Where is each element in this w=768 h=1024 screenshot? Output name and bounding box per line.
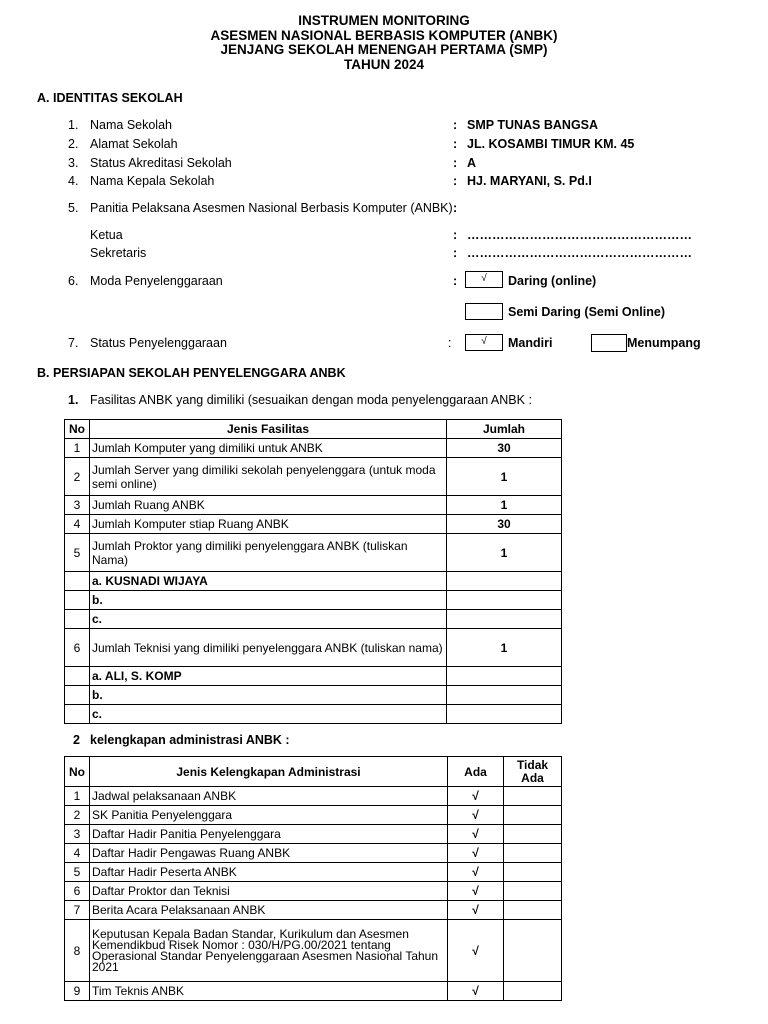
row-number: 4 (65, 844, 90, 863)
colon: : (453, 156, 458, 170)
mode-label: Moda Penyelenggaraan (90, 274, 223, 288)
table-row (65, 629, 562, 667)
colon: : (453, 118, 458, 132)
facility-name: Jumlah Komputer yang dimiliki untuk ANBK (90, 439, 447, 458)
facility-count (447, 705, 562, 724)
row-number (65, 705, 90, 724)
independent-status-label: Mandiri (508, 336, 553, 350)
secretary-label: Sekretaris (90, 246, 147, 260)
section-a-heading: A. IDENTITAS SEKOLAH (37, 91, 183, 105)
row-number: 2 (65, 458, 90, 496)
facility-name: Jumlah Proktor yang dimiliki penyelenggara ANBK (tuliskan Nama) (90, 534, 447, 572)
header-cell: Jenis Fasilitas (90, 420, 447, 439)
document-name: Berita Acara Pelaksanaan ANBK (90, 901, 448, 920)
school-address-value: JL. KOSAMBI TIMUR KM. 45 (467, 137, 635, 151)
facility-count: 1 (447, 629, 562, 667)
colon: : (453, 246, 458, 260)
title-line-3: JENJANG SEKOLAH MENENGAH PERTAMA (SMP) (220, 42, 548, 57)
facility-count: 1 (447, 496, 562, 515)
principal-label: Nama Kepala Sekolah (90, 174, 215, 188)
available-checkmark: √ (448, 901, 504, 920)
item-number: 6. (68, 274, 79, 288)
facility-count: 30 (447, 439, 562, 458)
table-row (65, 591, 562, 610)
section-b-heading: B. PERSIAPAN SEKOLAH PENYELENGGARA ANBK (37, 366, 346, 380)
chairman-value: ……………………………………………… (467, 228, 692, 242)
technician-name: a. ALI, S. KOMP (90, 667, 447, 686)
row-number: 6 (65, 882, 90, 901)
colon: : (453, 137, 458, 151)
row-number: 7 (65, 901, 90, 920)
independent-status-checkbox[interactable]: √ (465, 334, 503, 351)
administration-table (64, 756, 562, 1001)
table-row (65, 901, 562, 920)
header-cell: No (65, 757, 90, 787)
facility-count (447, 686, 562, 705)
table-row (65, 439, 562, 458)
row-number: 5 (65, 534, 90, 572)
facilities-intro: Fasilitas ANBK yang dimiliki (sesuaikan dengan moda penyelenggaraan ANBK : (90, 393, 532, 407)
proctor-name: c. (90, 610, 447, 629)
available-checkmark: √ (448, 787, 504, 806)
header-cell: Jenis Kelengkapan Administrasi (90, 757, 448, 787)
table-row (65, 534, 562, 572)
row-number (65, 591, 90, 610)
document-name: Daftar Hadir Pengawas Ruang ANBK (90, 844, 448, 863)
row-number (65, 610, 90, 629)
available-checkmark: √ (448, 806, 504, 825)
principal-value: HJ. MARYANI, S. Pd.I (467, 174, 592, 188)
row-number: 3 (65, 825, 90, 844)
document-name: Jadwal pelaksanaan ANBK (90, 787, 448, 806)
document-name: Daftar Hadir Peserta ANBK (90, 863, 448, 882)
unavailable-cell (504, 844, 562, 863)
table-header-row (65, 420, 562, 439)
subsection-number: 1. (68, 393, 79, 407)
administration-intro: kelengkapan administrasi ANBK : (90, 733, 290, 747)
row-number: 3 (65, 496, 90, 515)
available-checkmark: √ (448, 844, 504, 863)
committee-label: Panitia Pelaksana Asesmen Nasional Berbasis Komputer (ANBK) (90, 201, 453, 215)
facility-count: 30 (447, 515, 562, 534)
table-row (65, 787, 562, 806)
facility-name: Jumlah Teknisi yang dimiliki penyelenggara ANBK (tuliskan nama) (90, 629, 447, 667)
unavailable-cell (504, 920, 562, 982)
header-cell: Ada (448, 757, 504, 787)
proctor-name: b. (90, 591, 447, 610)
colon: : (453, 228, 458, 242)
colon: : (453, 201, 458, 215)
available-checkmark: √ (448, 882, 504, 901)
unavailable-cell (504, 901, 562, 920)
item-number: 5. (68, 201, 79, 215)
table-row (65, 844, 562, 863)
row-number: 5 (65, 863, 90, 882)
colon: : (453, 274, 458, 288)
document-name: Keputusan Kepala Badan Standar, Kurikulum dan Asesmen Kemendikbud Risek Nomor : 030/H/PG.00/2021 tentang Operasional Standar Penyelenggaraan Asesmen Nasional Tahun 2021 (90, 920, 448, 982)
facility-count (447, 610, 562, 629)
unavailable-cell (504, 882, 562, 901)
school-name-value: SMP TUNAS BANGSA (467, 118, 599, 132)
table-row (65, 920, 562, 982)
table-row (65, 705, 562, 724)
header-cell: Tidak Ada (504, 757, 562, 787)
facility-count (447, 591, 562, 610)
title-line-2: ASESMEN NASIONAL BERBASIS KOMPUTER (ANBK) (210, 27, 558, 43)
technician-name: b. (90, 686, 447, 705)
available-checkmark: √ (448, 825, 504, 844)
table-row (65, 806, 562, 825)
unavailable-cell (504, 806, 562, 825)
facilities-table (64, 419, 562, 724)
table-row (65, 572, 562, 591)
table-row (65, 882, 562, 901)
table-row (65, 982, 562, 1001)
secretary-value: ……………………………………………… (467, 246, 692, 260)
facility-count: 1 (447, 458, 562, 496)
hosted-status-checkbox[interactable] (591, 334, 627, 352)
colon: : (453, 174, 458, 188)
accreditation-value: A (467, 156, 477, 170)
technician-name: c. (90, 705, 447, 724)
available-checkmark: √ (448, 920, 504, 982)
table-row (65, 863, 562, 882)
table-header-row (65, 757, 562, 787)
document-title (0, 14, 768, 72)
table-row (65, 515, 562, 534)
facility-name: Jumlah Server yang dimiliki sekolah penyelenggara (untuk moda semi online) (90, 458, 447, 496)
online-mode-checkbox[interactable]: √ (465, 271, 503, 288)
unavailable-cell (504, 825, 562, 844)
header-cell: No (65, 420, 90, 439)
row-number: 6 (65, 629, 90, 667)
semi-online-mode-checkbox[interactable] (465, 303, 503, 320)
document-name: Daftar Hadir Panitia Penyelenggara (90, 825, 448, 844)
unavailable-cell (504, 787, 562, 806)
chairman-label: Ketua (90, 228, 123, 242)
subsection-number: 2 (73, 733, 80, 747)
unavailable-cell (504, 982, 562, 1001)
table-row (65, 496, 562, 515)
available-checkmark: √ (448, 982, 504, 1001)
row-number: 1 (65, 439, 90, 458)
table-row (65, 610, 562, 629)
school-address-label: Alamat Sekolah (90, 137, 178, 151)
row-number: 1 (65, 787, 90, 806)
table-row (65, 458, 562, 496)
title-line-1: INSTRUMEN MONITORING (298, 13, 470, 28)
table-row (65, 686, 562, 705)
document-name: SK Panitia Penyelenggara (90, 806, 448, 825)
item-number: 3. (68, 156, 79, 170)
facility-count: 1 (447, 534, 562, 572)
item-number: 1. (68, 118, 79, 132)
row-number: 2 (65, 806, 90, 825)
row-number: 9 (65, 982, 90, 1001)
table-row (65, 825, 562, 844)
title-line-4: TAHUN 2024 (343, 56, 425, 72)
online-mode-label: Daring (online) (508, 274, 597, 288)
hosted-status-label: Menumpang (627, 336, 701, 350)
row-number (65, 667, 90, 686)
facility-name: Jumlah Ruang ANBK (90, 496, 447, 515)
header-cell: Jumlah (447, 420, 562, 439)
item-number: 4. (68, 174, 79, 188)
unavailable-cell (504, 863, 562, 882)
accreditation-label: Status Akreditasi Sekolah (90, 156, 232, 170)
row-number (65, 572, 90, 591)
item-number: 2. (68, 137, 79, 151)
school-name-label: Nama Sekolah (90, 118, 172, 132)
facility-name: Jumlah Komputer stiap Ruang ANBK (90, 515, 447, 534)
status-label: Status Penyelenggaraan (90, 336, 227, 350)
available-checkmark: √ (448, 863, 504, 882)
item-number: 7. (68, 336, 79, 350)
facility-count (447, 667, 562, 686)
row-number: 8 (65, 920, 90, 982)
colon: : (448, 336, 452, 350)
row-number: 4 (65, 515, 90, 534)
document-name: Tim Teknis ANBK (90, 982, 448, 1001)
semi-online-mode-label: Semi Daring (Semi Online) (508, 305, 665, 319)
table-row (65, 667, 562, 686)
facility-count (447, 572, 562, 591)
row-number (65, 686, 90, 705)
proctor-name: a. KUSNADI WIJAYA (90, 572, 447, 591)
document-name: Daftar Proktor dan Teknisi (90, 882, 448, 901)
